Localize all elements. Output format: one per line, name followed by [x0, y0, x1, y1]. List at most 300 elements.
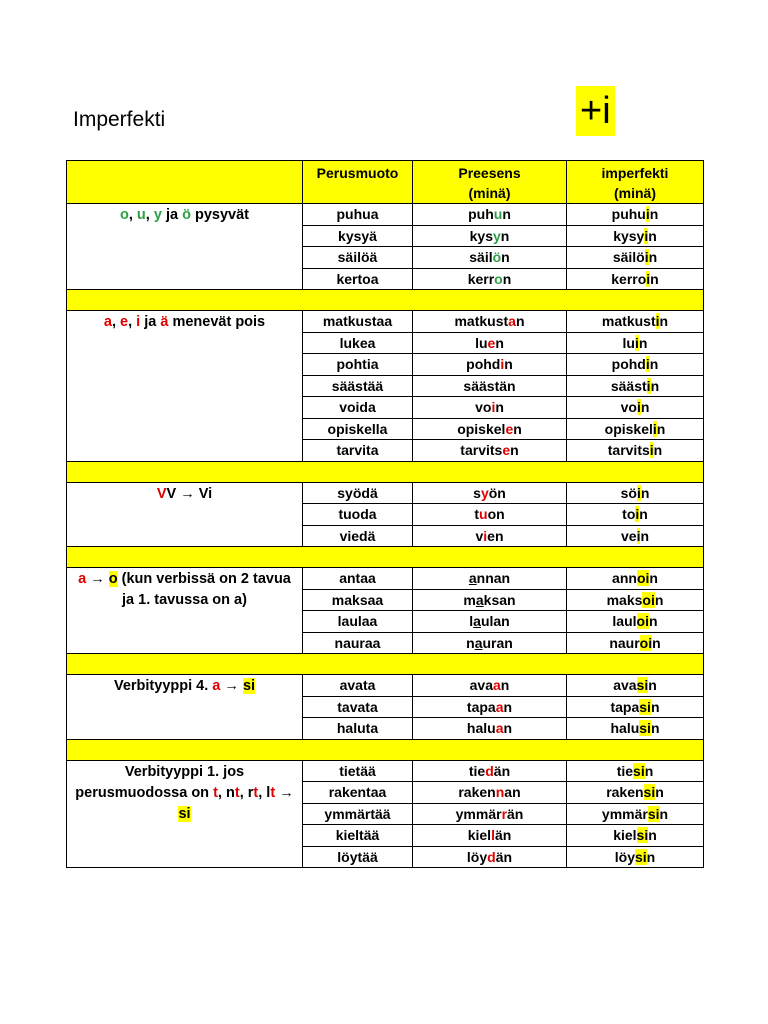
- imperfekti-cell: [567, 397, 704, 419]
- text-segment: u: [493, 206, 503, 222]
- preesens-cell: [413, 397, 567, 419]
- text-segment: n: [495, 784, 505, 800]
- text-segment: kerro: [611, 270, 647, 287]
- imperfekti-cell: [567, 354, 704, 376]
- imperfekti-cell: [567, 803, 704, 825]
- text-segment: ymmär: [601, 805, 648, 822]
- text-segment: n: [503, 698, 513, 715]
- imperfekti-cell: [567, 332, 704, 354]
- text-segment: n: [652, 634, 661, 651]
- header-imperfekti-line2: (minä): [614, 185, 656, 201]
- text-segment: oi: [642, 591, 655, 608]
- text-segment: i: [645, 356, 650, 372]
- text-segment: si: [643, 784, 656, 800]
- text-segment: puh: [468, 206, 494, 222]
- preesens-cell: [413, 332, 567, 354]
- text-segment: t: [253, 784, 259, 801]
- text-segment: y: [480, 484, 489, 501]
- text-segment: n: [510, 442, 519, 458]
- preesens-cell: [413, 268, 567, 290]
- text-segment: n: [659, 313, 669, 329]
- text-segment: n: [655, 784, 664, 800]
- text-segment: oi: [636, 570, 650, 586]
- text-segment: n: [649, 206, 659, 222]
- text-segment: n: [653, 442, 663, 458]
- text-segment: ön: [488, 484, 506, 501]
- text-segment: V: [156, 485, 167, 502]
- preesens-cell: [413, 525, 567, 547]
- text-segment: i: [652, 420, 657, 437]
- preesens-cell: [413, 418, 567, 440]
- text-segment: n: [640, 527, 650, 544]
- text-segment: si: [639, 720, 651, 736]
- text-segment: n: [654, 591, 664, 608]
- text-segment: n: [466, 634, 475, 651]
- separator-row: [67, 461, 704, 482]
- text-segment: halu: [610, 720, 640, 736]
- preesens-cell: [413, 440, 567, 462]
- text-segment: a: [78, 571, 87, 587]
- text-segment: säästä: [463, 377, 508, 394]
- text-segment: oi: [636, 613, 649, 629]
- text-segment: u: [479, 506, 488, 522]
- perusmuoto-cell: avata: [303, 675, 413, 697]
- text-segment: n: [648, 677, 657, 693]
- text-segment: an: [504, 784, 521, 800]
- table-row: [67, 482, 704, 504]
- preesens-cell: [413, 803, 567, 825]
- perusmuoto-cell: voida: [303, 397, 413, 419]
- separator-cell: [67, 739, 704, 760]
- text-segment: vo: [475, 399, 492, 415]
- text-segment: e: [487, 334, 496, 351]
- text-segment: opiskel: [457, 420, 506, 437]
- imperfekti-cell: [567, 482, 704, 504]
- text-segment: a: [475, 591, 484, 608]
- perusmuoto-cell: syödä: [303, 482, 413, 504]
- imperfekti-cell: [567, 846, 704, 868]
- perusmuoto-cell: löytää: [303, 846, 413, 868]
- text-segment: kiel: [613, 827, 637, 843]
- imperfekti-cell: [567, 718, 704, 740]
- preesens-cell: [413, 354, 567, 376]
- text-segment: n: [640, 484, 650, 501]
- perusmuoto-cell: opiskella: [303, 418, 413, 440]
- perusmuoto-cell: tarvita: [303, 440, 413, 462]
- text-segment: ymmär: [455, 805, 502, 822]
- imperfekti-cell: [567, 440, 704, 462]
- text-segment: i: [636, 399, 641, 415]
- text-segment: o: [120, 207, 129, 223]
- separator-row: [67, 739, 704, 760]
- text-segment: si: [639, 698, 651, 715]
- text-segment: ö: [182, 207, 191, 223]
- text-segment: n: [656, 420, 666, 437]
- text-segment: →: [86, 571, 109, 587]
- text-segment: m: [463, 591, 476, 608]
- text-segment: raken: [606, 784, 644, 800]
- text-segment: ava: [469, 677, 493, 693]
- text-segment: t: [213, 784, 218, 801]
- text-segment: (kun verbissä on 2 tavua ja 1. tavussa on a): [117, 571, 291, 608]
- text-segment: u: [136, 207, 146, 223]
- imperfekti-cell: [567, 760, 704, 782]
- text-segment: ,: [145, 207, 154, 223]
- text-segment: y: [493, 227, 501, 244]
- text-segment: n: [659, 805, 669, 822]
- text-segment: i: [655, 313, 660, 329]
- separator-cell: [67, 461, 704, 482]
- imperfekti-cell: [567, 268, 704, 290]
- text-segment: naur: [609, 634, 640, 651]
- text-segment: , l: [258, 784, 271, 801]
- text-segment: on: [487, 506, 505, 522]
- text-segment: n: [507, 377, 516, 394]
- imperfekti-cell: [567, 632, 704, 654]
- preesens-cell: [413, 611, 567, 633]
- text-segment: n: [649, 356, 659, 372]
- page-title: Imperfekti: [73, 108, 166, 131]
- header-imperfekti: [567, 161, 704, 204]
- text-segment: n: [638, 334, 648, 351]
- text-segment: l: [469, 613, 474, 629]
- text-segment: Verbityyppi 4.: [113, 678, 213, 694]
- text-segment: säilö: [612, 249, 645, 265]
- text-segment: a: [495, 720, 504, 736]
- text-segment: n: [648, 827, 657, 843]
- text-segment: än: [494, 827, 512, 843]
- perusmuoto-cell: antaa: [303, 568, 413, 590]
- text-segment: pohd: [611, 356, 646, 372]
- perusmuoto-cell: laulaa: [303, 611, 413, 633]
- perusmuoto-cell: rakentaa: [303, 782, 413, 804]
- preesens-cell: [413, 225, 567, 247]
- text-segment: i: [635, 506, 640, 522]
- perusmuoto-cell: tietää: [303, 760, 413, 782]
- preesens-cell: [413, 247, 567, 269]
- imperfekti-cell: [567, 675, 704, 697]
- text-segment: i: [483, 527, 488, 544]
- text-segment: n: [500, 227, 510, 244]
- text-segment: matkust: [454, 313, 509, 329]
- text-segment: tarvits: [607, 442, 650, 458]
- text-segment: si: [636, 677, 649, 693]
- text-segment: n: [495, 399, 504, 415]
- text-segment: e: [505, 420, 514, 437]
- text-segment: pohd: [466, 356, 501, 372]
- text-segment: tapa: [610, 698, 640, 715]
- rule-cell: [67, 675, 303, 740]
- text-segment: , n: [217, 784, 235, 801]
- separator-cell: [67, 547, 704, 568]
- text-segment: n: [515, 313, 525, 329]
- text-segment: a: [103, 314, 112, 330]
- conjugation-table: [66, 160, 704, 868]
- imperfekti-cell: [567, 696, 704, 718]
- text-segment: halu: [466, 720, 496, 736]
- rule-cell: [67, 482, 303, 547]
- text-segment: i: [646, 270, 651, 287]
- rule-cell: [67, 204, 303, 290]
- text-segment: to: [622, 506, 636, 522]
- text-segment: n: [513, 420, 522, 437]
- text-segment: n: [639, 506, 648, 522]
- text-segment: nnan: [476, 570, 511, 586]
- text-segment: tapa: [466, 698, 496, 715]
- text-segment: menevät pois: [168, 314, 266, 330]
- text-segment: n: [504, 356, 513, 372]
- preesens-cell: [413, 825, 567, 847]
- text-segment: a: [508, 313, 516, 329]
- preesens-cell: [413, 504, 567, 526]
- preesens-cell: [413, 204, 567, 226]
- separator-cell: [67, 290, 704, 311]
- text-segment: i: [635, 334, 639, 351]
- perusmuoto-cell: kertoa: [303, 268, 413, 290]
- rule-cell: [67, 568, 303, 654]
- text-segment: l: [491, 827, 495, 843]
- text-segment: →: [220, 678, 243, 694]
- plus-i-marker: +i: [576, 86, 615, 136]
- header-preesens: [413, 161, 567, 204]
- perusmuoto-cell: säästää: [303, 375, 413, 397]
- text-segment: ksan: [483, 591, 516, 608]
- preesens-cell: [413, 718, 567, 740]
- text-segment: uran: [482, 634, 513, 651]
- text-segment: säil: [469, 249, 493, 265]
- perusmuoto-cell: tuoda: [303, 504, 413, 526]
- text-segment: lu: [475, 334, 488, 351]
- separator-cell: [67, 654, 704, 675]
- perusmuoto-cell: maksaa: [303, 589, 413, 611]
- table-row: [67, 675, 704, 697]
- preesens-cell: [413, 632, 567, 654]
- text-segment: t: [474, 506, 479, 522]
- text-segment: löy: [614, 848, 635, 865]
- text-segment: , r: [239, 784, 254, 801]
- separator-row: [67, 290, 704, 311]
- text-segment: tie: [616, 762, 634, 779]
- text-segment: n: [646, 848, 656, 865]
- imperfekti-cell: [567, 311, 704, 333]
- text-segment: i: [136, 314, 141, 330]
- text-segment: n: [650, 270, 659, 287]
- text-segment: kerr: [467, 270, 495, 287]
- text-segment: n: [640, 399, 650, 415]
- text-segment: s: [473, 484, 481, 501]
- text-segment: än: [495, 848, 513, 865]
- text-segment: ava: [613, 677, 637, 693]
- separator-row: [67, 654, 704, 675]
- perusmuoto-cell: lukea: [303, 332, 413, 354]
- text-segment: d: [487, 848, 496, 865]
- text-segment: i: [646, 377, 651, 394]
- preesens-cell: [413, 760, 567, 782]
- text-segment: si: [633, 762, 645, 779]
- text-segment: n: [500, 677, 510, 693]
- perusmuoto-cell: nauraa: [303, 632, 413, 654]
- imperfekti-cell: [567, 525, 704, 547]
- text-segment: tarvits: [460, 442, 503, 458]
- text-segment: si: [647, 805, 660, 822]
- preesens-cell: [413, 675, 567, 697]
- text-segment: sääst: [610, 377, 647, 394]
- imperfekti-cell: [567, 418, 704, 440]
- text-segment: si: [178, 805, 191, 822]
- text-segment: i: [645, 206, 650, 222]
- text-segment: ann: [612, 570, 637, 586]
- text-segment: kys: [469, 227, 493, 244]
- text-segment: än: [507, 805, 524, 822]
- text-segment: t: [234, 784, 240, 801]
- text-segment: a: [473, 613, 481, 629]
- text-segment: n: [648, 249, 658, 265]
- perusmuoto-cell: tavata: [303, 696, 413, 718]
- text-segment: si: [634, 848, 647, 865]
- imperfekti-cell: [567, 247, 704, 269]
- text-segment: n: [649, 613, 658, 629]
- preesens-cell: [413, 568, 567, 590]
- text-segment: n: [650, 720, 660, 736]
- separator-row: [67, 547, 704, 568]
- text-segment: tie: [468, 762, 486, 779]
- text-segment: o: [108, 571, 118, 587]
- text-segment: laul: [612, 613, 637, 629]
- text-segment: n: [503, 720, 513, 736]
- imperfekti-cell: [567, 375, 704, 397]
- text-segment: ve: [620, 527, 637, 544]
- text-segment: n: [495, 334, 504, 351]
- perusmuoto-cell: viedä: [303, 525, 413, 547]
- text-segment: ,: [128, 207, 137, 223]
- text-segment: ö: [492, 249, 502, 265]
- text-segment: matkust: [601, 313, 656, 329]
- imperfekti-cell: [567, 782, 704, 804]
- table-row: [67, 760, 704, 782]
- text-segment: V → Vi: [166, 485, 213, 502]
- header-preesens-line1: Preesens: [458, 165, 521, 181]
- text-segment: ulan: [480, 613, 510, 629]
- text-segment: lu: [622, 334, 635, 351]
- header-preesens-line2: (minä): [468, 185, 511, 201]
- imperfekti-cell: [567, 611, 704, 633]
- text-segment: löy: [466, 848, 488, 865]
- text-segment: →: [275, 784, 294, 801]
- text-segment: y: [153, 207, 162, 223]
- imperfekti-cell: [567, 504, 704, 526]
- text-segment: n: [650, 698, 660, 715]
- text-segment: a: [495, 698, 504, 715]
- text-segment: a: [468, 570, 477, 586]
- table-row: [67, 568, 704, 590]
- preesens-cell: [413, 589, 567, 611]
- text-segment: n: [648, 227, 657, 244]
- header-perusmuoto-label: Perusmuoto: [316, 165, 399, 181]
- text-segment: n: [501, 249, 510, 265]
- text-segment: i: [500, 356, 505, 372]
- imperfekti-cell: [567, 825, 704, 847]
- text-segment: kysy: [613, 227, 645, 244]
- text-segment: i: [649, 442, 654, 458]
- text-segment: Verbityyppi 1. jos perusmuodossa on: [75, 763, 245, 801]
- text-segment: maks: [606, 591, 643, 608]
- header-imperfekti-line1: imperfekti: [601, 165, 669, 181]
- text-segment: opiskel: [604, 420, 653, 437]
- rule-cell: [67, 311, 303, 462]
- text-segment: a: [212, 678, 221, 694]
- text-segment: sö: [620, 484, 637, 501]
- perusmuoto-cell: säilöä: [303, 247, 413, 269]
- text-segment: n: [502, 270, 512, 287]
- text-segment: e: [120, 314, 129, 330]
- text-segment: puhu: [611, 206, 646, 222]
- text-segment: ,: [111, 314, 121, 330]
- text-segment: i: [636, 484, 641, 501]
- text-segment: vo: [620, 399, 637, 415]
- imperfekti-cell: [567, 589, 704, 611]
- perusmuoto-cell: puhua: [303, 204, 413, 226]
- text-segment: än: [493, 762, 511, 779]
- text-segment: n: [502, 206, 511, 222]
- text-segment: ja: [161, 207, 183, 223]
- text-segment: pysyvät: [190, 207, 249, 223]
- imperfekti-cell: [567, 225, 704, 247]
- perusmuoto-cell: kieltää: [303, 825, 413, 847]
- text-segment: i: [644, 227, 649, 244]
- text-segment: kiel: [467, 827, 492, 843]
- preesens-cell: [413, 482, 567, 504]
- text-segment: a: [493, 677, 501, 693]
- imperfekti-cell: [567, 568, 704, 590]
- text-segment: i: [644, 249, 649, 265]
- perusmuoto-cell: matkustaa: [303, 311, 413, 333]
- perusmuoto-cell: ymmärtää: [303, 803, 413, 825]
- text-segment: ä: [160, 314, 169, 330]
- perusmuoto-cell: haluta: [303, 718, 413, 740]
- text-segment: d: [485, 762, 494, 779]
- preesens-cell: [413, 846, 567, 868]
- text-segment: o: [494, 270, 503, 287]
- text-segment: raken: [458, 784, 496, 800]
- text-segment: n: [644, 762, 654, 779]
- text-segment: v: [475, 527, 484, 544]
- text-segment: oi: [639, 634, 653, 651]
- table-row: [67, 204, 704, 226]
- perusmuoto-cell: kysyä: [303, 225, 413, 247]
- table-row: [67, 311, 704, 333]
- text-segment: t: [270, 784, 276, 801]
- text-segment: r: [501, 805, 508, 822]
- text-segment: n: [650, 377, 660, 394]
- text-segment: n: [649, 570, 658, 586]
- header-perusmuoto: [303, 161, 413, 204]
- text-segment: a: [474, 634, 483, 651]
- rule-cell: [67, 760, 303, 868]
- preesens-cell: [413, 375, 567, 397]
- imperfekti-cell: [567, 204, 704, 226]
- text-segment: ja: [140, 314, 161, 330]
- perusmuoto-cell: pohtia: [303, 354, 413, 376]
- preesens-cell: [413, 696, 567, 718]
- text-segment: e: [502, 442, 511, 458]
- preesens-cell: [413, 782, 567, 804]
- header-row: [67, 161, 704, 204]
- text-segment: i: [491, 399, 496, 415]
- preesens-cell: [413, 311, 567, 333]
- text-segment: si: [636, 827, 649, 843]
- text-segment: en: [487, 527, 504, 544]
- text-segment: ,: [128, 314, 137, 330]
